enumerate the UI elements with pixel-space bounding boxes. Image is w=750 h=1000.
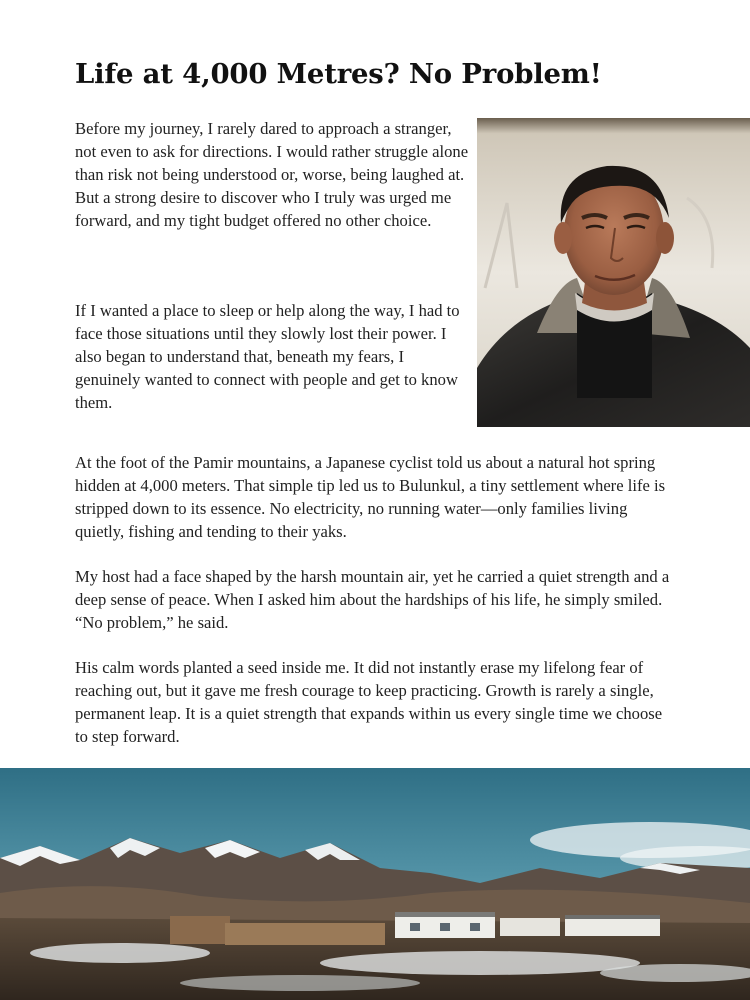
landscape-photo — [0, 768, 750, 1000]
portrait-photo — [477, 118, 750, 427]
paragraph-2: If I wanted a place to sleep or help along the way, I had to face those situations until they slowly lost their power. I also began to understand that, beneath my fears, I genuinely wanted to connect with people and get to know them. — [75, 301, 460, 412]
paragraph-3: At the foot of the Pamir mountains, a Japanese cyclist told us about a natural hot spring hidden at 4,000 meters. That simple tip led us to Bulunkul, a tiny settlement where life is stripped down to its essence. No electricity, no running water—only families living quietly, fishing and tending to their yaks. — [75, 453, 666, 541]
paragraph-4: My host had a face shaped by the harsh mountain air, yet he carried a quiet strength and a deep sense of peace. When I asked him about the hardships of his life, he simply smiled. “No problem,” he said. — [75, 567, 670, 632]
paragraph-5: His calm words planted a seed inside me. It did not instantly erase my lifelong fear of reaching out, but it gave me fresh courage to keep practicing. Growth is rarely a single, permanent leap. It is a quiet strength that expands within us every single time we choose to step forward. — [75, 658, 663, 746]
paragraph-1: Before my journey, I rarely dared to approach a stranger, not even to ask for directions. I would rather struggle alone than risk not being understood or, worse, being laughed at. But a strong desire to discover who I truly was urged me forward, and my tight budget offered no other choice. — [75, 119, 469, 230]
article-title: Life at 4,000 Metres? No Problem! — [75, 58, 602, 90]
